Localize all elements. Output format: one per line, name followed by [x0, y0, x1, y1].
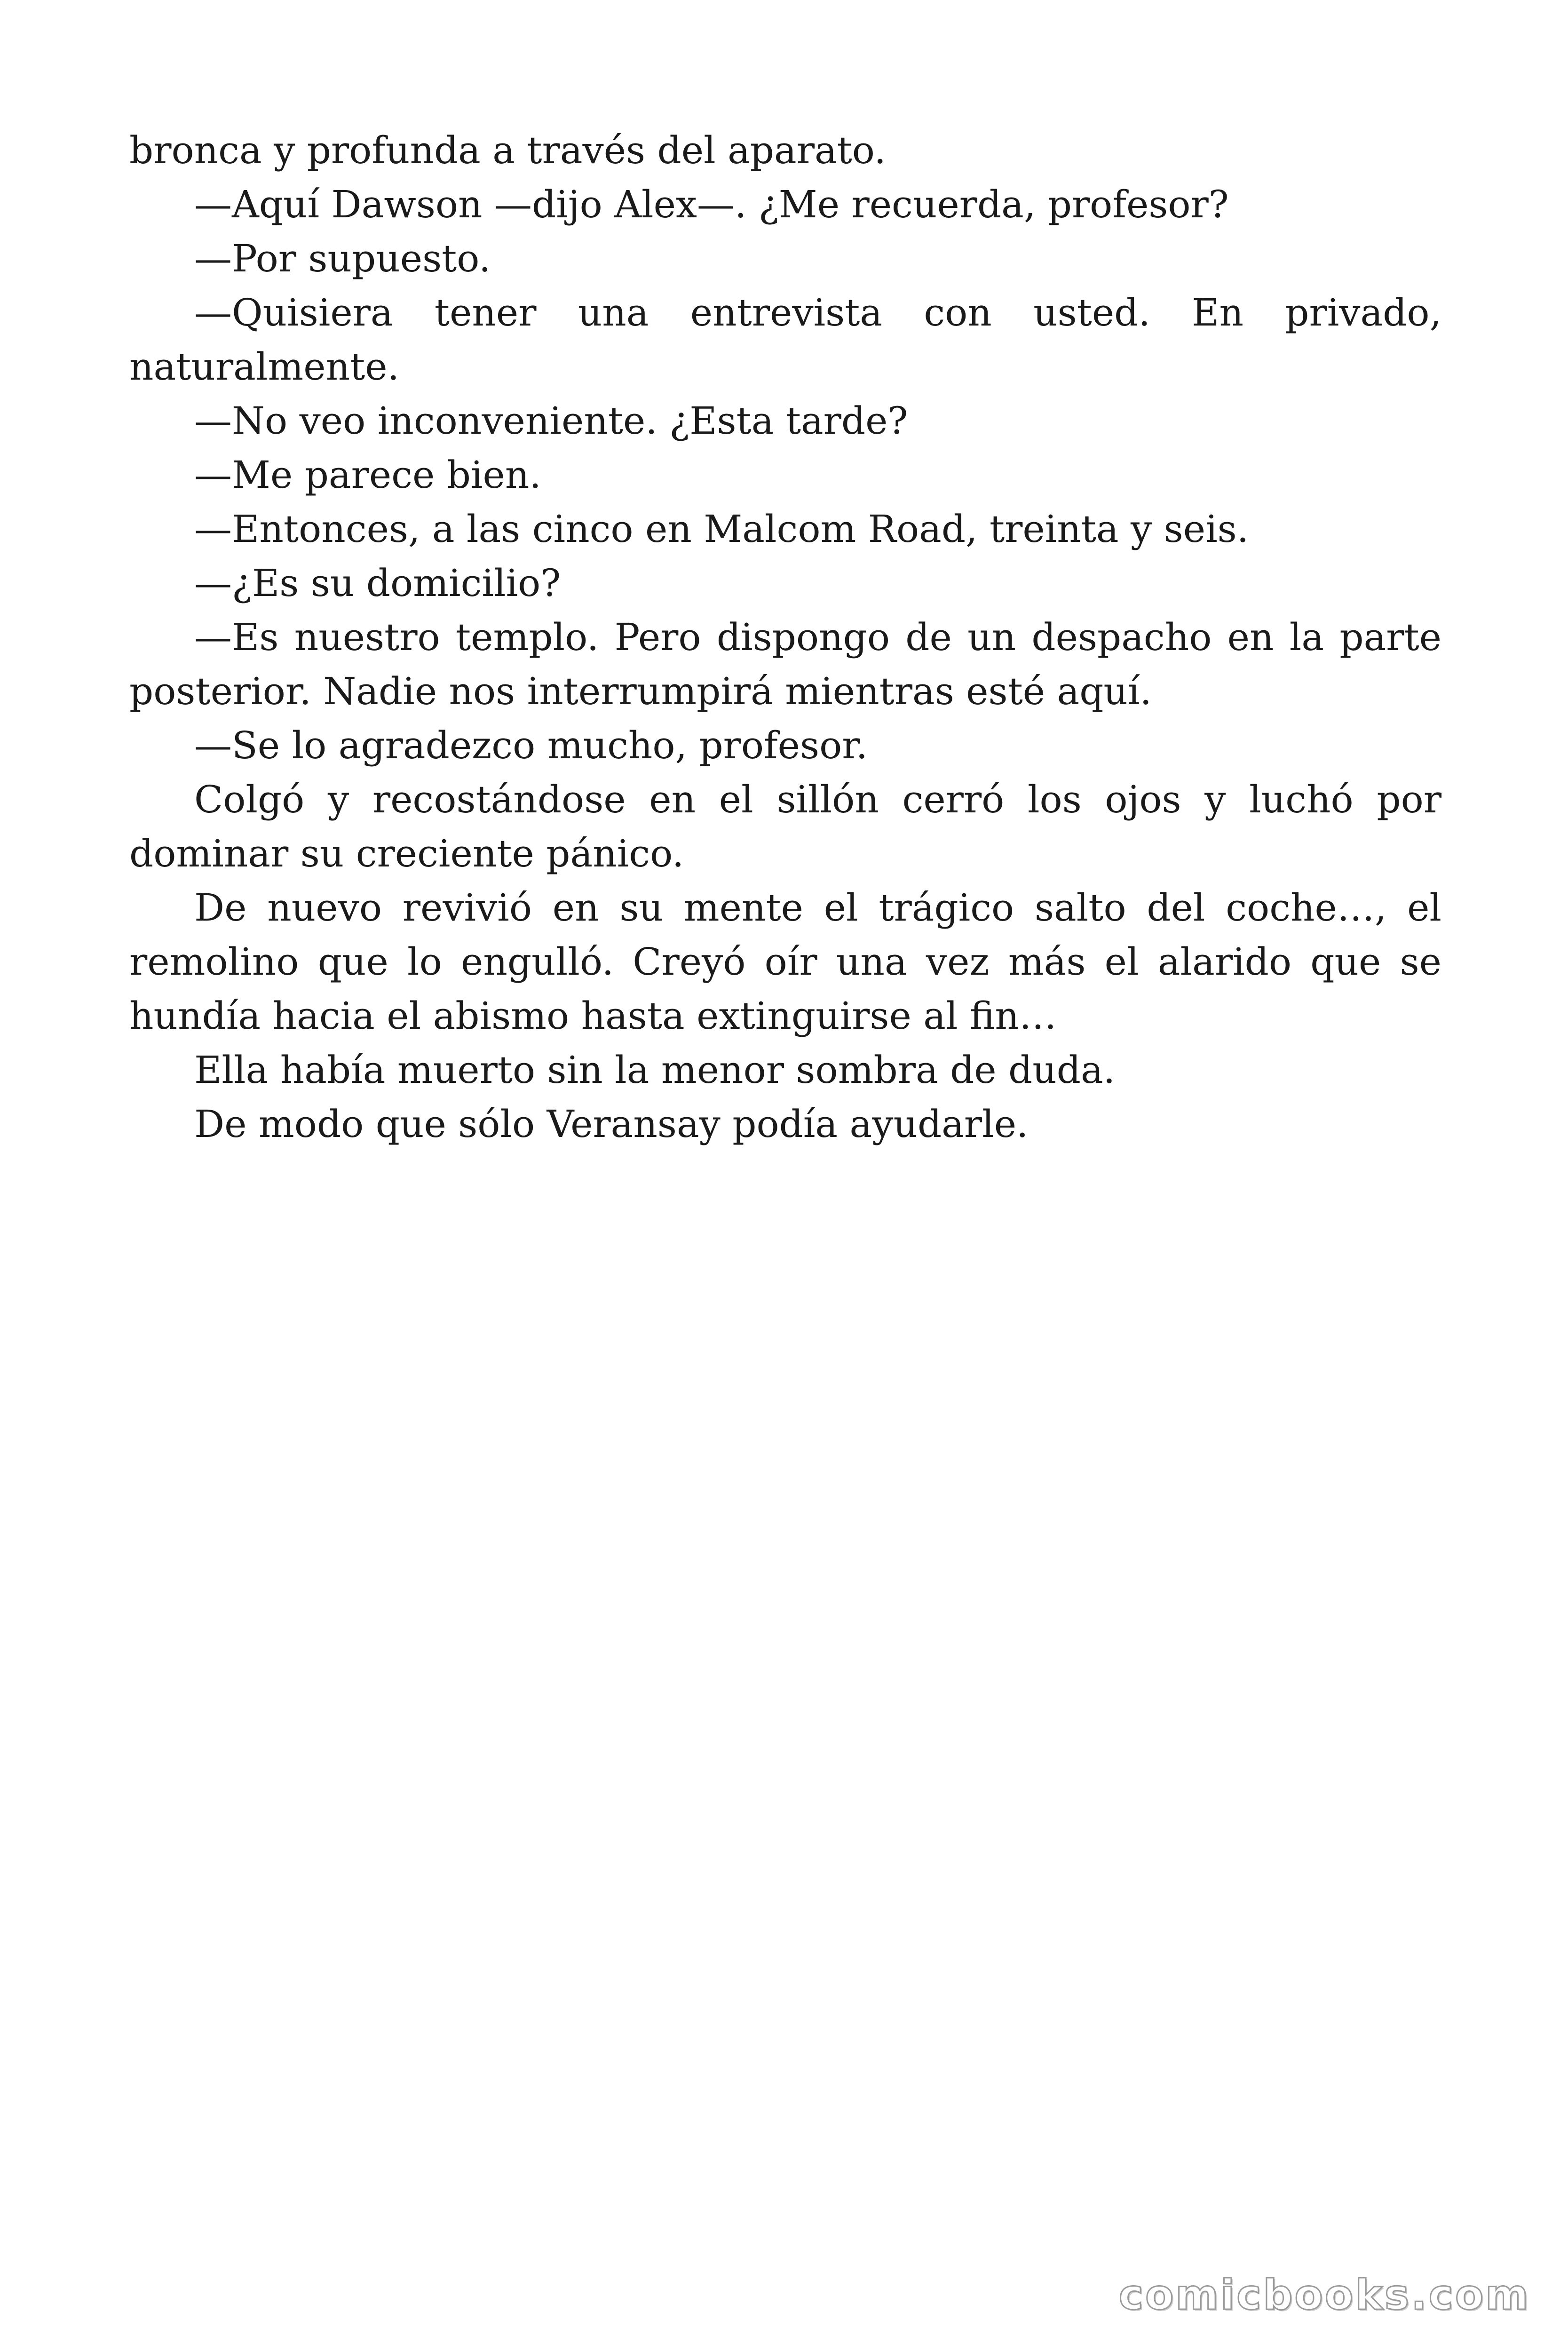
- paragraph-narration: De nuevo revivió en su mente el trágico salto del coche…, el remolino que lo engulló. Creyó oír una vez más el alarido que se hundía hacia el abismo hasta extinguirse al fin…: [129, 886, 1441, 1038]
- paragraph-dialogue: —Entonces, a las cinco en Malcom Road, treinta y seis.: [194, 507, 1249, 551]
- paragraph-dialogue: —Se lo agradezco mucho, profesor.: [194, 723, 868, 767]
- paragraph-dialogue: —Por supuesto.: [194, 237, 491, 280]
- paragraph-narration: De modo que sólo Veransay podía ayudarle.: [194, 1102, 1029, 1146]
- paragraph-dialogue: —¿Es su domicilio?: [194, 561, 561, 605]
- paragraph-dialogue: —No veo inconveniente. ¿Esta tarde?: [194, 399, 908, 443]
- paragraph-continuation: bronca y profunda a través del aparato.: [129, 128, 886, 172]
- paragraph-narration: Colgó y recostándose en el sillón cerró los ojos y luchó por dominar su creciente pánico.: [129, 778, 1441, 875]
- paragraph-narration: Ella había muerto sin la menor sombra de duda.: [194, 1048, 1116, 1092]
- paragraph-dialogue: —Es nuestro templo. Pero dispongo de un despacho en la parte posterior. Nadie nos interrumpirá mientras esté aquí.: [129, 615, 1441, 713]
- paragraph-dialogue: —Me parece bien.: [194, 453, 541, 497]
- paragraph-dialogue: —Quisiera tener una entrevista con usted. En privado, naturalmente.: [129, 291, 1441, 389]
- page-body: [129, 123, 1441, 1151]
- watermark-logo: comicbooks.com: [1118, 2271, 1530, 2319]
- paragraph-dialogue: —Aquí Dawson —dijo Alex—. ¿Me recuerda, profesor?: [194, 183, 1229, 226]
